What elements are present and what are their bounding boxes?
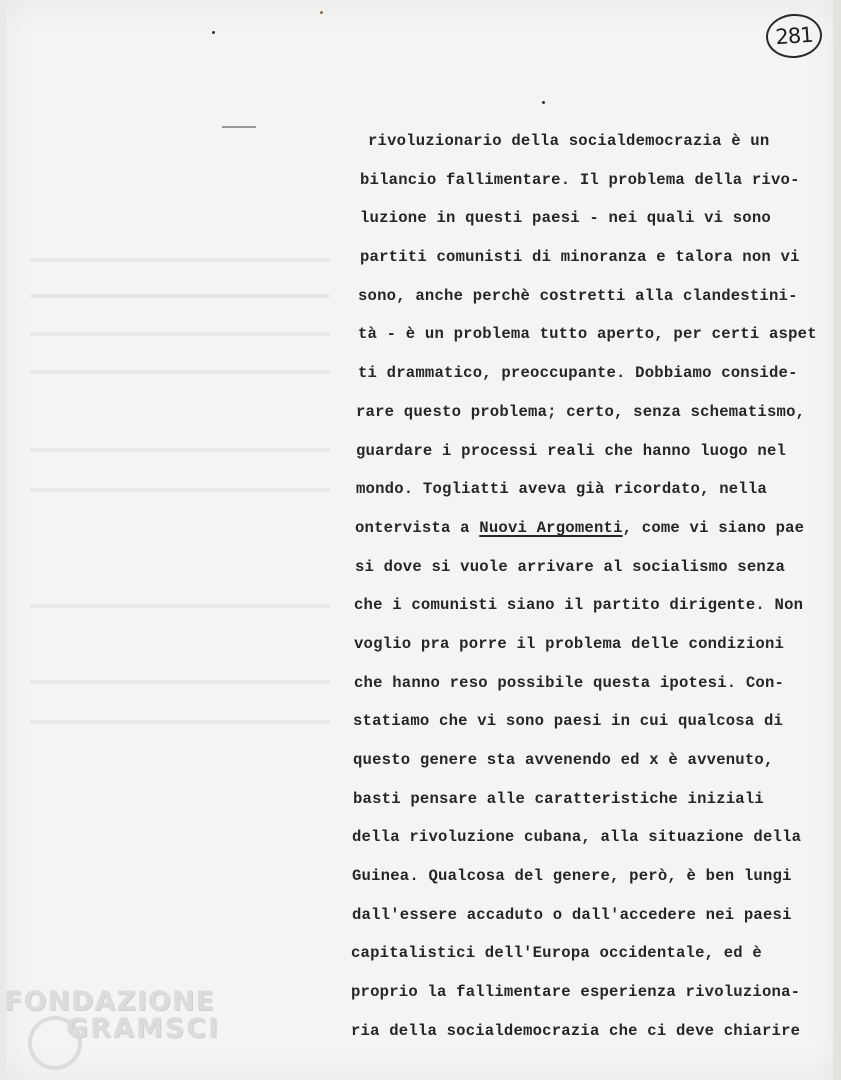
text-line: bilancio fallimentare. Il problema della rivo- [360, 170, 800, 189]
scan-edge-left [0, 0, 6, 1080]
page-number: 281 [774, 22, 814, 50]
text-line: statiamo che vi sono paesi in cui qualcosa di [353, 712, 784, 731]
text-line: rare questo problema; certo, senza schematismo, [356, 402, 806, 421]
text-line: capitalistici dell'Europa occidentale, ed è [351, 944, 762, 963]
text-line [350, 509, 830, 548]
text-line: ti drammatico, preoccupante. Dobbiamo conside- [358, 364, 798, 383]
text-line: tà - è un problema tutto aperto, per certi aspet [358, 325, 817, 344]
text-line: che i comunisti siano il partito dirigente. Non [354, 596, 804, 615]
margin-mark [222, 126, 256, 128]
text-line-end: , come vi siano pae [622, 518, 805, 537]
text-line: sono, anche perchè costretti alla clandestini- [358, 286, 798, 305]
text-line: questo genere sta avvenendo ed x è avvenuto, [353, 751, 774, 769]
text-line: proprio la fallimentare esperienza rivoluziona- [351, 983, 801, 1002]
scan-edge-right [833, 0, 841, 1080]
watermark [4, 986, 220, 1044]
text-line: partiti comunisti di minoranza e talora non vi [360, 248, 800, 267]
bleed-through-line [30, 604, 330, 608]
bleed-through-line [30, 294, 330, 298]
text-line: mondo. Togliatti aveva già ricordato, nella [356, 480, 767, 499]
text-line: Guinea. Qualcosa del genere, però, è ben lungi [352, 867, 792, 886]
bleed-through-line [30, 370, 330, 374]
text-line: si dove si vuole arrivare al socialismo senza [355, 557, 786, 576]
text-line: luzione in questi paesi - nei quali vi sono [360, 209, 771, 228]
watermark-line1: FONDAZIONE [4, 986, 215, 1017]
page-number-stamp [765, 12, 824, 60]
text-line-start: ontervista a [355, 518, 470, 537]
bleed-through-line [30, 332, 330, 336]
text-line: basti pensare alle caratteristiche iniziali [353, 789, 764, 808]
text-line: dall'essere accaduto o dall'accedere nei paesi [352, 905, 792, 924]
bleed-through-line [30, 488, 330, 492]
ink-dot [320, 11, 323, 14]
bleed-through-line [30, 448, 330, 452]
text-line: voglio pra porre il problema delle condizioni [354, 634, 785, 653]
bleed-through-line [30, 680, 330, 684]
text-line: guardare i processi reali che hanno luogo nel [356, 441, 787, 460]
text-line: della rivoluzione cubana, alla situazione della [352, 828, 802, 847]
text-line: ria della socialdemocrazia che ci deve chiarire [351, 1021, 801, 1040]
watermark-line2: GRAMSCI [66, 1013, 221, 1044]
ink-dot [212, 31, 215, 34]
text-line: rivoluzionario della socialdemocrazia è un [368, 132, 770, 150]
typed-text-body [350, 122, 830, 1051]
bleed-through-line [30, 720, 330, 724]
bleed-through-line [30, 258, 330, 262]
underlined-title: Nuovi Argomenti [479, 518, 623, 537]
ink-dot [542, 101, 545, 104]
text-line: che hanno reso possibile questa ipotesi. Con- [354, 673, 785, 692]
